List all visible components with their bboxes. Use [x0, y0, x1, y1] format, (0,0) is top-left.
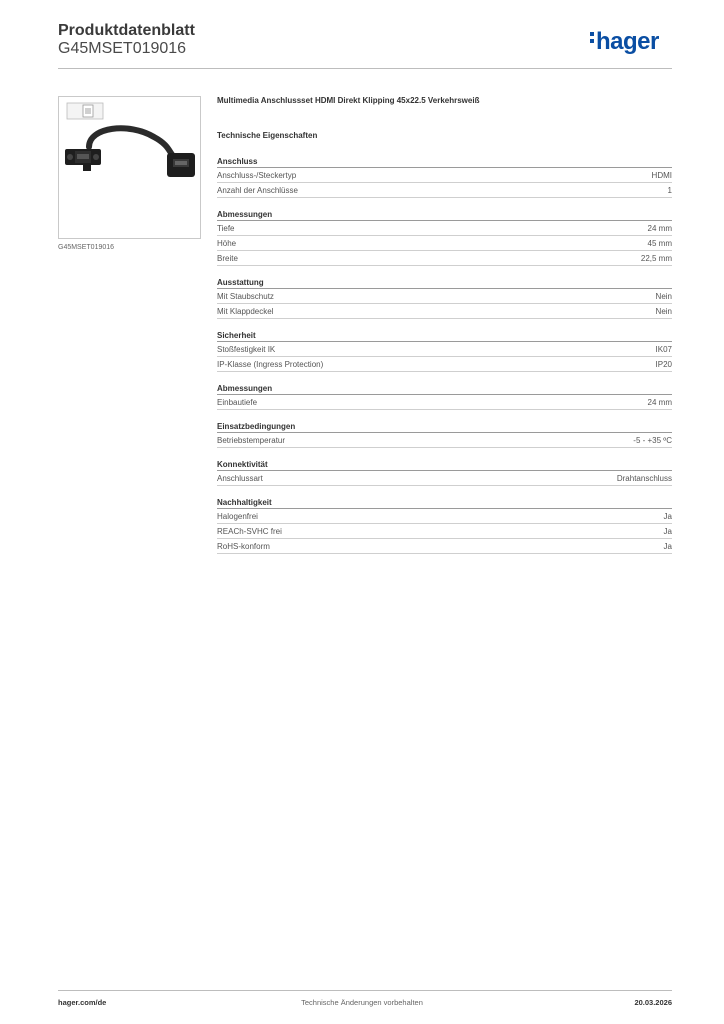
- spec-section-nachhaltigkeit: [217, 497, 672, 554]
- spec-label: Höhe: [217, 239, 237, 248]
- spec-section-ausstattung: [217, 277, 672, 319]
- section-title: Abmessungen: [217, 209, 672, 221]
- hager-logo: [590, 28, 659, 56]
- spec-value: -5 - +35 ºC: [633, 436, 672, 445]
- spec-row: [217, 539, 672, 554]
- spec-row: [217, 509, 672, 524]
- footer-notice: Technische Änderungen vorbehalten: [301, 998, 423, 1007]
- spec-row: [217, 236, 672, 251]
- spec-label: Breite: [217, 254, 238, 263]
- spec-row: [217, 433, 672, 448]
- section-title: Einsatzbedingungen: [217, 421, 672, 433]
- section-title: Anschluss: [217, 156, 672, 168]
- spec-label: Stoßfestigkeit IK: [217, 345, 276, 354]
- section-title: Sicherheit: [217, 330, 672, 342]
- page-title: Produktdatenblatt: [58, 22, 195, 39]
- spec-value: Ja: [663, 527, 672, 536]
- footer-divider: [58, 990, 672, 991]
- spec-label: Mit Klappdeckel: [217, 307, 274, 316]
- spec-row: [217, 395, 672, 410]
- spec-value: Drahtanschluss: [616, 474, 672, 483]
- spec-row: [217, 304, 672, 319]
- spec-value: 24 mm: [647, 398, 672, 407]
- product-name: Multimedia Anschlussset HDMI Direkt Klipping 45x22.5 Verkehrsweiß: [217, 96, 480, 105]
- specification-table: [217, 156, 672, 565]
- footer-website: hager.com/de: [58, 998, 107, 1007]
- spec-value: HDMI: [651, 171, 672, 180]
- spec-value: Nein: [655, 307, 672, 316]
- spec-row: [217, 183, 672, 198]
- spec-value: IK07: [655, 345, 672, 354]
- spec-section-konnektivitaet: [217, 459, 672, 486]
- spec-value: 22,5 mm: [640, 254, 672, 263]
- spec-section-einsatzbedingungen: [217, 421, 672, 448]
- spec-value: Ja: [663, 512, 672, 521]
- spec-section-sicherheit: [217, 330, 672, 372]
- spec-label: Tiefe: [217, 224, 235, 233]
- spec-label: Betriebstemperatur: [217, 436, 286, 445]
- spec-label: REACh-SVHC frei: [217, 527, 282, 536]
- image-caption: G45MSET019016: [58, 244, 115, 251]
- spec-row: [217, 357, 672, 372]
- section-title: Ausstattung: [217, 277, 672, 289]
- header-divider: [58, 68, 672, 69]
- spec-row: [217, 168, 672, 183]
- spec-section-anschluss: [217, 156, 672, 198]
- spec-row: [217, 221, 672, 236]
- technical-properties-heading: Technische Eigenschaften: [217, 131, 318, 140]
- product-code: G45MSET019016: [58, 40, 187, 57]
- spec-label: Anschluss-/Steckertyp: [217, 171, 297, 180]
- spec-section-abmessungen: [217, 209, 672, 266]
- spec-label: Einbautiefe: [217, 398, 258, 407]
- spec-label: Anzahl der Anschlüsse: [217, 186, 298, 195]
- spec-value: Ja: [663, 542, 672, 551]
- section-title: Nachhaltigkeit: [217, 497, 672, 509]
- section-title: Abmessungen: [217, 383, 672, 395]
- spec-section-abmessungen-einbau: [217, 383, 672, 410]
- product-image: [58, 96, 201, 239]
- logo-dots-icon: [590, 29, 594, 46]
- spec-row: [217, 342, 672, 357]
- spec-label: Anschlussart: [217, 474, 263, 483]
- spec-row: [217, 524, 672, 539]
- spec-label: Halogenfrei: [217, 512, 258, 521]
- spec-row: [217, 471, 672, 486]
- spec-row: [217, 289, 672, 304]
- spec-value: 45 mm: [647, 239, 672, 248]
- hdmi-cable-illustration: [59, 97, 200, 238]
- spec-label: IP-Klasse (Ingress Protection): [217, 360, 324, 369]
- spec-value: IP20: [655, 360, 672, 369]
- spec-label: RoHS-konform: [217, 542, 270, 551]
- spec-label: Mit Staubschutz: [217, 292, 274, 301]
- section-title: Konnektivität: [217, 459, 672, 471]
- spec-value: 1: [667, 186, 672, 195]
- spec-value: Nein: [655, 292, 672, 301]
- logo-text: hager: [596, 28, 659, 55]
- footer-date: 20.03.2026: [634, 998, 672, 1007]
- spec-row: [217, 251, 672, 266]
- spec-value: 24 mm: [647, 224, 672, 233]
